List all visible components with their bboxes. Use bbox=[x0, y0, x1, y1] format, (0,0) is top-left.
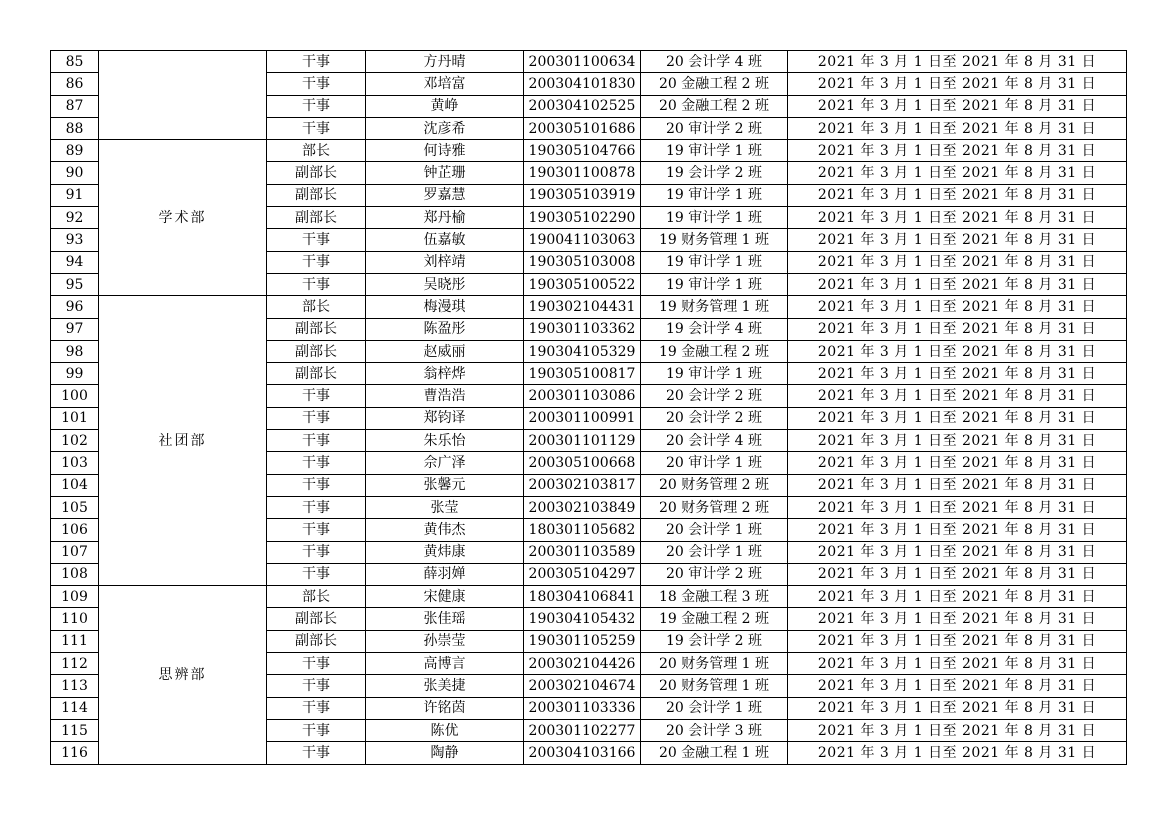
student-id-cell: 200302103849 bbox=[524, 496, 641, 518]
class-cell: 19 审计学 1 班 bbox=[641, 184, 788, 206]
role-cell: 干事 bbox=[267, 563, 366, 585]
class-cell: 20 财务管理 1 班 bbox=[641, 653, 788, 675]
student-id-cell: 190304105329 bbox=[524, 340, 641, 362]
term-period-cell: 2021 年 3 月 1 日至 2021 年 8 月 31 日 bbox=[788, 117, 1127, 139]
name-cell: 梅漫琪 bbox=[366, 296, 524, 318]
term-period-cell: 2021 年 3 月 1 日至 2021 年 8 月 31 日 bbox=[788, 363, 1127, 385]
term-period-cell: 2021 年 3 月 1 日至 2021 年 8 月 31 日 bbox=[788, 51, 1127, 73]
term-period-cell: 2021 年 3 月 1 日至 2021 年 8 月 31 日 bbox=[788, 496, 1127, 518]
name-cell: 邓培富 bbox=[366, 73, 524, 95]
term-period-cell: 2021 年 3 月 1 日至 2021 年 8 月 31 日 bbox=[788, 675, 1127, 697]
class-cell: 19 金融工程 2 班 bbox=[641, 608, 788, 630]
term-period-cell: 2021 年 3 月 1 日至 2021 年 8 月 31 日 bbox=[788, 430, 1127, 452]
term-period-cell: 2021 年 3 月 1 日至 2021 年 8 月 31 日 bbox=[788, 653, 1127, 675]
department-cell: 社团部 bbox=[99, 296, 267, 586]
term-period-cell: 2021 年 3 月 1 日至 2021 年 8 月 31 日 bbox=[788, 586, 1127, 608]
role-cell: 干事 bbox=[267, 273, 366, 295]
class-cell: 20 会计学 4 班 bbox=[641, 430, 788, 452]
term-period-cell: 2021 年 3 月 1 日至 2021 年 8 月 31 日 bbox=[788, 719, 1127, 741]
role-cell: 干事 bbox=[267, 474, 366, 496]
student-id-cell: 200304102525 bbox=[524, 95, 641, 117]
class-cell: 19 审计学 1 班 bbox=[641, 273, 788, 295]
term-period-cell: 2021 年 3 月 1 日至 2021 年 8 月 31 日 bbox=[788, 229, 1127, 251]
row-number: 110 bbox=[51, 608, 99, 630]
role-cell: 副部长 bbox=[267, 608, 366, 630]
role-cell: 干事 bbox=[267, 496, 366, 518]
name-cell: 朱乐怡 bbox=[366, 430, 524, 452]
student-id-cell: 190305100522 bbox=[524, 273, 641, 295]
row-number: 112 bbox=[51, 653, 99, 675]
role-cell: 副部长 bbox=[267, 340, 366, 362]
term-period-cell: 2021 年 3 月 1 日至 2021 年 8 月 31 日 bbox=[788, 273, 1127, 295]
class-cell: 20 金融工程 2 班 bbox=[641, 73, 788, 95]
class-cell: 19 财务管理 1 班 bbox=[641, 229, 788, 251]
term-period-cell: 2021 年 3 月 1 日至 2021 年 8 月 31 日 bbox=[788, 697, 1127, 719]
name-cell: 黄伟杰 bbox=[366, 519, 524, 541]
name-cell: 薛羽婵 bbox=[366, 563, 524, 585]
student-id-cell: 200301103336 bbox=[524, 697, 641, 719]
class-cell: 18 金融工程 3 班 bbox=[641, 586, 788, 608]
class-cell: 20 财务管理 1 班 bbox=[641, 675, 788, 697]
row-number: 93 bbox=[51, 229, 99, 251]
class-cell: 20 会计学 2 班 bbox=[641, 407, 788, 429]
table-row bbox=[51, 140, 1127, 162]
name-cell: 罗嘉慧 bbox=[366, 184, 524, 206]
row-number: 90 bbox=[51, 162, 99, 184]
class-cell: 19 审计学 1 班 bbox=[641, 207, 788, 229]
student-id-cell: 200301103589 bbox=[524, 541, 641, 563]
term-period-cell: 2021 年 3 月 1 日至 2021 年 8 月 31 日 bbox=[788, 251, 1127, 273]
student-id-cell: 200305100668 bbox=[524, 452, 641, 474]
term-period-cell: 2021 年 3 月 1 日至 2021 年 8 月 31 日 bbox=[788, 140, 1127, 162]
class-cell: 20 会计学 2 班 bbox=[641, 385, 788, 407]
row-number: 111 bbox=[51, 630, 99, 652]
term-period-cell: 2021 年 3 月 1 日至 2021 年 8 月 31 日 bbox=[788, 630, 1127, 652]
class-cell: 20 金融工程 2 班 bbox=[641, 95, 788, 117]
role-cell: 副部长 bbox=[267, 630, 366, 652]
name-cell: 张美捷 bbox=[366, 675, 524, 697]
name-cell: 何诗雅 bbox=[366, 140, 524, 162]
student-id-cell: 190301105259 bbox=[524, 630, 641, 652]
student-id-cell: 200305101686 bbox=[524, 117, 641, 139]
row-number: 106 bbox=[51, 519, 99, 541]
row-number: 107 bbox=[51, 541, 99, 563]
class-cell: 20 财务管理 2 班 bbox=[641, 474, 788, 496]
class-cell: 20 审计学 2 班 bbox=[641, 563, 788, 585]
name-cell: 方丹晴 bbox=[366, 51, 524, 73]
row-number: 92 bbox=[51, 207, 99, 229]
name-cell: 伍嘉敏 bbox=[366, 229, 524, 251]
table-row bbox=[51, 51, 1127, 73]
term-period-cell: 2021 年 3 月 1 日至 2021 年 8 月 31 日 bbox=[788, 207, 1127, 229]
term-period-cell: 2021 年 3 月 1 日至 2021 年 8 月 31 日 bbox=[788, 95, 1127, 117]
name-cell: 曹浩浩 bbox=[366, 385, 524, 407]
department-cell bbox=[99, 51, 267, 140]
department-cell: 思辨部 bbox=[99, 586, 267, 764]
term-period-cell: 2021 年 3 月 1 日至 2021 年 8 月 31 日 bbox=[788, 184, 1127, 206]
class-cell: 19 会计学 2 班 bbox=[641, 630, 788, 652]
name-cell: 吴晓彤 bbox=[366, 273, 524, 295]
role-cell: 干事 bbox=[267, 519, 366, 541]
name-cell: 张莹 bbox=[366, 496, 524, 518]
role-cell: 干事 bbox=[267, 95, 366, 117]
role-cell: 干事 bbox=[267, 697, 366, 719]
row-number: 114 bbox=[51, 697, 99, 719]
row-number: 89 bbox=[51, 140, 99, 162]
table-row bbox=[51, 586, 1127, 608]
role-cell: 副部长 bbox=[267, 184, 366, 206]
student-id-cell: 190305103008 bbox=[524, 251, 641, 273]
row-number: 101 bbox=[51, 407, 99, 429]
roster-table bbox=[50, 50, 1127, 765]
name-cell: 张佳瑶 bbox=[366, 608, 524, 630]
class-cell: 19 审计学 1 班 bbox=[641, 251, 788, 273]
student-id-cell: 190305104766 bbox=[524, 140, 641, 162]
term-period-cell: 2021 年 3 月 1 日至 2021 年 8 月 31 日 bbox=[788, 474, 1127, 496]
row-number: 100 bbox=[51, 385, 99, 407]
term-period-cell: 2021 年 3 月 1 日至 2021 年 8 月 31 日 bbox=[788, 385, 1127, 407]
row-number: 115 bbox=[51, 719, 99, 741]
row-number: 98 bbox=[51, 340, 99, 362]
student-id-cell: 200304101830 bbox=[524, 73, 641, 95]
role-cell: 干事 bbox=[267, 51, 366, 73]
name-cell: 许铭茵 bbox=[366, 697, 524, 719]
term-period-cell: 2021 年 3 月 1 日至 2021 年 8 月 31 日 bbox=[788, 452, 1127, 474]
class-cell: 19 会计学 2 班 bbox=[641, 162, 788, 184]
role-cell: 干事 bbox=[267, 229, 366, 251]
student-id-cell: 180301105682 bbox=[524, 519, 641, 541]
role-cell: 干事 bbox=[267, 653, 366, 675]
name-cell: 郑丹榆 bbox=[366, 207, 524, 229]
class-cell: 20 会计学 4 班 bbox=[641, 51, 788, 73]
name-cell: 黄峥 bbox=[366, 95, 524, 117]
term-period-cell: 2021 年 3 月 1 日至 2021 年 8 月 31 日 bbox=[788, 73, 1127, 95]
class-cell: 20 会计学 1 班 bbox=[641, 519, 788, 541]
name-cell: 陈优 bbox=[366, 719, 524, 741]
row-number: 105 bbox=[51, 496, 99, 518]
term-period-cell: 2021 年 3 月 1 日至 2021 年 8 月 31 日 bbox=[788, 519, 1127, 541]
student-id-cell: 200305104297 bbox=[524, 563, 641, 585]
student-id-cell: 200301100634 bbox=[524, 51, 641, 73]
class-cell: 19 会计学 4 班 bbox=[641, 318, 788, 340]
class-cell: 19 审计学 1 班 bbox=[641, 363, 788, 385]
name-cell: 陶静 bbox=[366, 742, 524, 764]
role-cell: 部长 bbox=[267, 296, 366, 318]
role-cell: 部长 bbox=[267, 140, 366, 162]
role-cell: 干事 bbox=[267, 452, 366, 474]
term-period-cell: 2021 年 3 月 1 日至 2021 年 8 月 31 日 bbox=[788, 742, 1127, 764]
row-number: 104 bbox=[51, 474, 99, 496]
name-cell: 黄炜康 bbox=[366, 541, 524, 563]
row-number: 108 bbox=[51, 563, 99, 585]
row-number: 96 bbox=[51, 296, 99, 318]
class-cell: 20 会计学 3 班 bbox=[641, 719, 788, 741]
role-cell: 干事 bbox=[267, 251, 366, 273]
row-number: 95 bbox=[51, 273, 99, 295]
role-cell: 干事 bbox=[267, 385, 366, 407]
student-id-cell: 190304105432 bbox=[524, 608, 641, 630]
name-cell: 陈盈彤 bbox=[366, 318, 524, 340]
role-cell: 干事 bbox=[267, 117, 366, 139]
student-id-cell: 200302103817 bbox=[524, 474, 641, 496]
student-id-cell: 190302104431 bbox=[524, 296, 641, 318]
row-number: 94 bbox=[51, 251, 99, 273]
name-cell: 孙崇莹 bbox=[366, 630, 524, 652]
role-cell: 干事 bbox=[267, 719, 366, 741]
row-number: 113 bbox=[51, 675, 99, 697]
class-cell: 20 金融工程 1 班 bbox=[641, 742, 788, 764]
class-cell: 20 会计学 1 班 bbox=[641, 541, 788, 563]
row-number: 97 bbox=[51, 318, 99, 340]
name-cell: 钟芷珊 bbox=[366, 162, 524, 184]
student-id-cell: 200302104674 bbox=[524, 675, 641, 697]
student-id-cell: 190041103063 bbox=[524, 229, 641, 251]
role-cell: 副部长 bbox=[267, 162, 366, 184]
student-id-cell: 200301102277 bbox=[524, 719, 641, 741]
class-cell: 20 审计学 1 班 bbox=[641, 452, 788, 474]
student-id-cell: 200304103166 bbox=[524, 742, 641, 764]
student-id-cell: 180304106841 bbox=[524, 586, 641, 608]
student-id-cell: 190301103362 bbox=[524, 318, 641, 340]
term-period-cell: 2021 年 3 月 1 日至 2021 年 8 月 31 日 bbox=[788, 318, 1127, 340]
name-cell: 张馨元 bbox=[366, 474, 524, 496]
student-id-cell: 190301100878 bbox=[524, 162, 641, 184]
term-period-cell: 2021 年 3 月 1 日至 2021 年 8 月 31 日 bbox=[788, 608, 1127, 630]
row-number: 116 bbox=[51, 742, 99, 764]
roster-body bbox=[51, 51, 1127, 765]
term-period-cell: 2021 年 3 月 1 日至 2021 年 8 月 31 日 bbox=[788, 340, 1127, 362]
class-cell: 19 金融工程 2 班 bbox=[641, 340, 788, 362]
name-cell: 翁梓烨 bbox=[366, 363, 524, 385]
role-cell: 干事 bbox=[267, 407, 366, 429]
student-id-cell: 190305100817 bbox=[524, 363, 641, 385]
name-cell: 赵威丽 bbox=[366, 340, 524, 362]
term-period-cell: 2021 年 3 月 1 日至 2021 年 8 月 31 日 bbox=[788, 541, 1127, 563]
term-period-cell: 2021 年 3 月 1 日至 2021 年 8 月 31 日 bbox=[788, 407, 1127, 429]
role-cell: 副部长 bbox=[267, 207, 366, 229]
row-number: 103 bbox=[51, 452, 99, 474]
name-cell: 沈彦希 bbox=[366, 117, 524, 139]
table-row bbox=[51, 296, 1127, 318]
row-number: 88 bbox=[51, 117, 99, 139]
class-cell: 20 审计学 2 班 bbox=[641, 117, 788, 139]
student-id-cell: 200302104426 bbox=[524, 653, 641, 675]
student-id-cell: 200301100991 bbox=[524, 407, 641, 429]
class-cell: 20 财务管理 2 班 bbox=[641, 496, 788, 518]
name-cell: 高博言 bbox=[366, 653, 524, 675]
name-cell: 佘广泽 bbox=[366, 452, 524, 474]
row-number: 85 bbox=[51, 51, 99, 73]
student-id-cell: 200301103086 bbox=[524, 385, 641, 407]
role-cell: 干事 bbox=[267, 742, 366, 764]
student-id-cell: 190305103919 bbox=[524, 184, 641, 206]
role-cell: 副部长 bbox=[267, 363, 366, 385]
student-id-cell: 190305102290 bbox=[524, 207, 641, 229]
term-period-cell: 2021 年 3 月 1 日至 2021 年 8 月 31 日 bbox=[788, 563, 1127, 585]
department-cell: 学术部 bbox=[99, 140, 267, 296]
class-cell: 20 会计学 1 班 bbox=[641, 697, 788, 719]
class-cell: 19 审计学 1 班 bbox=[641, 140, 788, 162]
name-cell: 郑钧译 bbox=[366, 407, 524, 429]
role-cell: 干事 bbox=[267, 73, 366, 95]
role-cell: 干事 bbox=[267, 675, 366, 697]
row-number: 86 bbox=[51, 73, 99, 95]
student-id-cell: 200301101129 bbox=[524, 430, 641, 452]
role-cell: 部长 bbox=[267, 586, 366, 608]
term-period-cell: 2021 年 3 月 1 日至 2021 年 8 月 31 日 bbox=[788, 162, 1127, 184]
name-cell: 宋健康 bbox=[366, 586, 524, 608]
role-cell: 副部长 bbox=[267, 318, 366, 340]
row-number: 91 bbox=[51, 184, 99, 206]
row-number: 87 bbox=[51, 95, 99, 117]
role-cell: 干事 bbox=[267, 430, 366, 452]
row-number: 102 bbox=[51, 430, 99, 452]
name-cell: 刘梓靖 bbox=[366, 251, 524, 273]
row-number: 109 bbox=[51, 586, 99, 608]
role-cell: 干事 bbox=[267, 541, 366, 563]
row-number: 99 bbox=[51, 363, 99, 385]
term-period-cell: 2021 年 3 月 1 日至 2021 年 8 月 31 日 bbox=[788, 296, 1127, 318]
class-cell: 19 财务管理 1 班 bbox=[641, 296, 788, 318]
